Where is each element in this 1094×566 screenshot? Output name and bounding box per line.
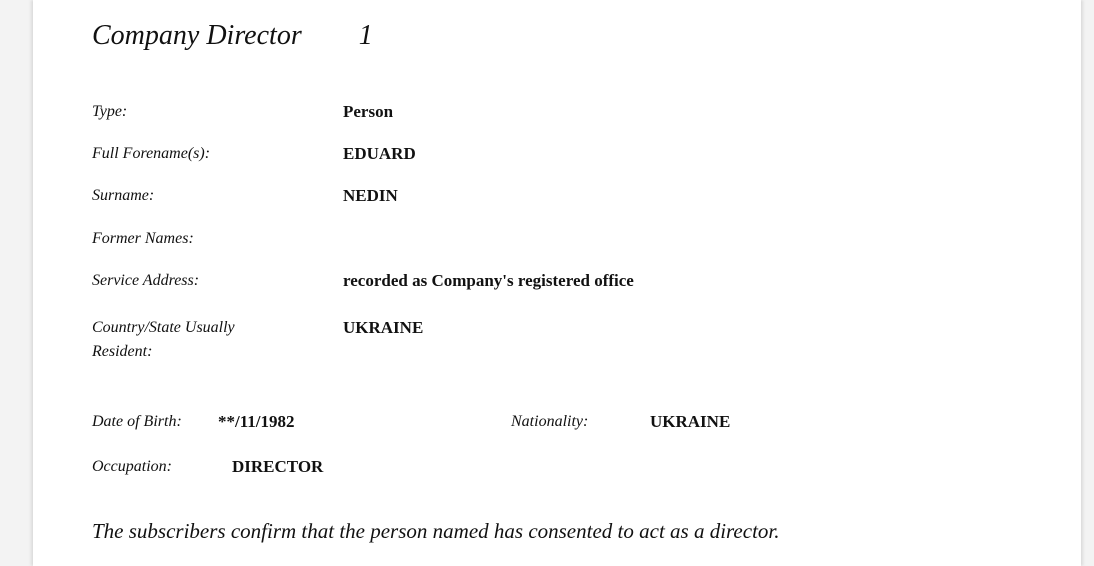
section-heading: [92, 20, 373, 52]
date-of-birth-value: **/11/1982: [218, 412, 295, 431]
nationality-value: UKRAINE: [650, 412, 731, 431]
nationality-label: Nationality:: [511, 413, 589, 430]
type-value: Person: [343, 102, 394, 121]
consent-statement: The subscribers confirm that the person named has consented to act as a director.: [92, 519, 780, 543]
section-title: Company Director: [92, 20, 302, 51]
country-resident-label-line1: Country/State Usually: [92, 319, 235, 336]
former-names-label: Former Names:: [92, 230, 194, 247]
forenames-value: EDUARD: [343, 144, 416, 163]
country-resident-label-line2: Resident:: [92, 343, 153, 360]
service-address-label: Service Address:: [92, 272, 200, 289]
date-of-birth-label: Date of Birth:: [92, 413, 182, 430]
document-page: [33, 0, 1081, 566]
type-label: Type:: [92, 103, 128, 120]
section-number: 1: [358, 20, 373, 51]
occupation-value: DIRECTOR: [232, 457, 324, 476]
service-address-value: recorded as Company's registered office: [343, 271, 634, 290]
surname-value: NEDIN: [343, 186, 398, 205]
country-resident-value: UKRAINE: [343, 318, 424, 337]
occupation-label: Occupation:: [92, 458, 172, 475]
surname-label: Surname:: [92, 187, 155, 204]
forenames-label: Full Forename(s):: [92, 145, 211, 162]
